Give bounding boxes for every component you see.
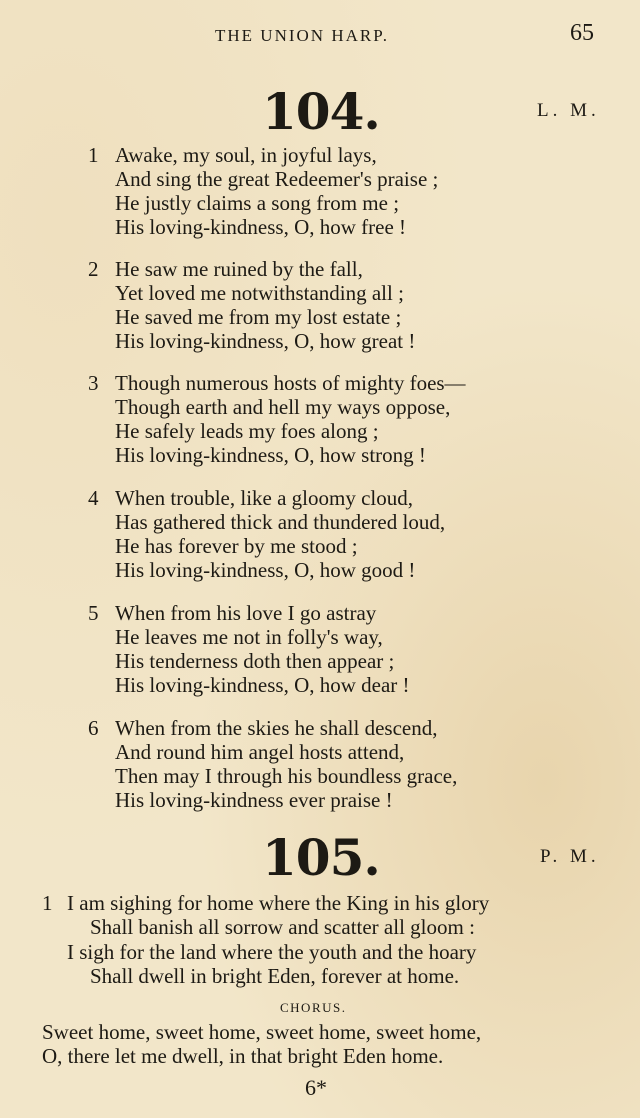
verse-line: Though numerous hosts of mighty foes— bbox=[115, 371, 466, 395]
verse-line: When trouble, like a gloomy cloud, bbox=[115, 486, 414, 510]
verse-line: Shall banish all sorrow and scatter all gloom : bbox=[90, 915, 475, 939]
verse-line: His tenderness doth then appear ; bbox=[115, 649, 395, 673]
verse-line: His loving-kindness, O, how free ! bbox=[115, 215, 407, 239]
verse-line: When from his love I go astray bbox=[115, 601, 377, 625]
verse-line: He saved me from my lost estate ; bbox=[115, 305, 402, 329]
verse-line: Awake, my soul, in joyful lays, bbox=[115, 143, 377, 167]
hymn-meter: L. M. bbox=[537, 100, 600, 121]
verse-line: His loving-kindness, O, how dear ! bbox=[115, 673, 410, 697]
verse-number: 6 bbox=[88, 716, 99, 740]
verse-line: I am sighing for home where the King in his glory bbox=[67, 891, 490, 915]
verse-number: 1 bbox=[42, 891, 53, 915]
verse-line: Shall dwell in bright Eden, forever at home. bbox=[90, 964, 460, 988]
verse-line: I sigh for the land where the youth and the hoary bbox=[67, 940, 477, 964]
verse-number: 2 bbox=[88, 257, 99, 281]
verse-line: Though earth and hell my ways oppose, bbox=[115, 395, 451, 419]
hymn-number: 105. bbox=[262, 828, 380, 887]
verse-line: He justly claims a song from me ; bbox=[115, 191, 400, 215]
verse-line: Then may I through his boundless grace, bbox=[115, 764, 458, 788]
verse-number: 5 bbox=[88, 601, 99, 625]
verse-line: And sing the great Redeemer's praise ; bbox=[115, 167, 439, 191]
verse-line: He saw me ruined by the fall, bbox=[115, 257, 363, 281]
hymn-meter: P. M. bbox=[540, 846, 600, 867]
verse-line: His loving-kindness, O, how great ! bbox=[115, 329, 416, 353]
verse-number: 1 bbox=[88, 143, 99, 167]
verse-line: And round him angel hosts attend, bbox=[115, 740, 405, 764]
verse-line: He leaves me not in folly's way, bbox=[115, 625, 383, 649]
chorus-title: CHORUS. bbox=[280, 1000, 347, 1015]
verse-line: His loving-kindness, O, how good ! bbox=[115, 558, 416, 582]
verse-line: His loving-kindness ever praise ! bbox=[115, 788, 393, 812]
hymn-number: 104. bbox=[262, 82, 380, 141]
verse-line: His loving-kindness, O, how strong ! bbox=[115, 443, 426, 467]
verse-number: 4 bbox=[88, 486, 99, 510]
signature-mark: 6* bbox=[305, 1075, 327, 1100]
verse-number: 3 bbox=[88, 371, 99, 395]
verse-line: Has gathered thick and thundered loud, bbox=[115, 510, 446, 534]
chorus-line: Sweet home, sweet home, sweet home, sweet home, bbox=[42, 1020, 482, 1044]
verse-line: He has forever by me stood ; bbox=[115, 534, 358, 558]
page-number: 65 bbox=[570, 20, 594, 46]
verse-line: Yet loved me notwithstanding all ; bbox=[115, 281, 404, 305]
chorus-line: O, there let me dwell, in that bright Eden home. bbox=[42, 1044, 444, 1068]
running-head: THE UNION HARP. bbox=[215, 26, 390, 45]
verse-line: When from the skies he shall descend, bbox=[115, 716, 438, 740]
verse-line: He safely leads my foes along ; bbox=[115, 419, 379, 443]
